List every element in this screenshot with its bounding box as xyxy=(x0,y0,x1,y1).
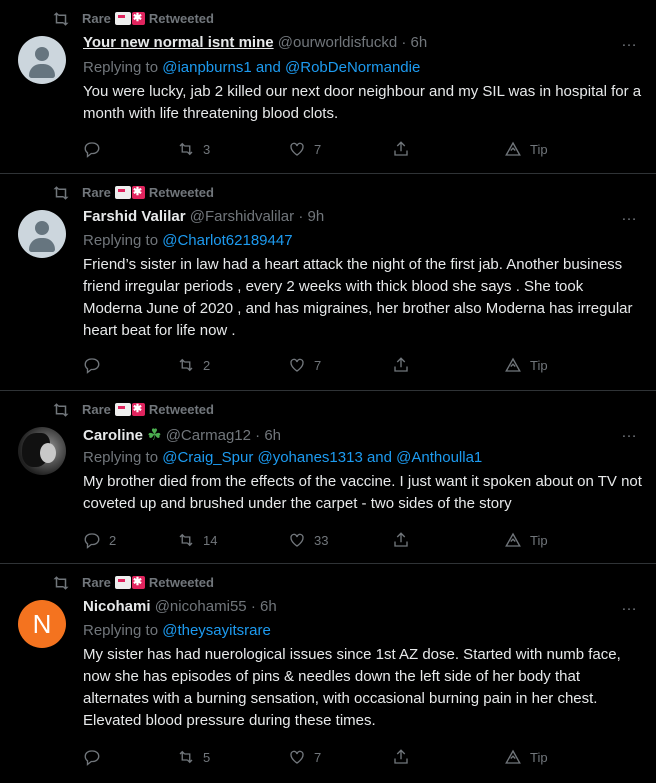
like-count: 7 xyxy=(314,357,322,373)
ambulance-sos-emoji xyxy=(115,403,145,416)
retweeter-name[interactable]: Rare xyxy=(82,402,111,417)
retweeted-label: Retweeted xyxy=(148,402,214,417)
tip-button[interactable] xyxy=(504,140,548,158)
retweet-count: 3 xyxy=(203,141,211,157)
more-options-icon[interactable]: … xyxy=(621,597,638,614)
retweet-context xyxy=(52,11,214,26)
heart-icon xyxy=(288,356,306,374)
tweet-text: My sister has had nuerological issues since 1st AZ dose. Started with numb face, now she has episodes of pins & needles down the left side of her body that alternates with a burning sensation, with occasional burning pain in her chest. Elevated blood pressure during these times. xyxy=(83,646,621,729)
replying-to-users[interactable]: @theysayitsrare xyxy=(162,622,271,639)
replying-to-label: Replying to xyxy=(83,449,159,466)
separator-dot: · xyxy=(401,34,407,51)
tweet-actions xyxy=(83,356,656,376)
heart-icon xyxy=(288,748,306,766)
tweet-header xyxy=(83,425,281,445)
separator-dot: · xyxy=(255,427,261,444)
avatar[interactable] xyxy=(18,210,66,258)
avatar[interactable] xyxy=(18,36,66,84)
tweet-text: Friend’s sister in law had a heart attack the night of the first jab. Another business friend irregular periods , every 2 weeks with thick blood she says . She took Moderna June of 2020 , and has migraines, her brother also Moderna has irregular heart beat for life now . xyxy=(83,256,633,339)
share-button[interactable] xyxy=(392,531,410,549)
replying-to-label: Replying to xyxy=(83,59,159,76)
replying-to xyxy=(83,449,482,466)
like-count: 7 xyxy=(314,749,322,765)
tweet[interactable] xyxy=(0,0,656,174)
more-options-icon[interactable]: … xyxy=(621,424,638,441)
reply-button[interactable] xyxy=(83,531,116,549)
replying-to xyxy=(83,622,271,639)
retweet-context xyxy=(52,185,214,200)
like-count: 7 xyxy=(314,141,322,157)
display-name[interactable]: Farshid Valilar xyxy=(83,208,186,225)
tweet-header xyxy=(83,208,324,225)
tip-label: Tip xyxy=(530,532,548,548)
replying-to-users[interactable]: @Charlot62189447 xyxy=(162,232,293,249)
retweeted-label: Retweeted xyxy=(148,11,214,26)
tweet-actions xyxy=(83,140,656,160)
tweet[interactable] xyxy=(0,391,656,564)
like-button[interactable] xyxy=(288,748,321,766)
retweet-context xyxy=(52,402,214,417)
tip-icon xyxy=(504,356,522,374)
reply-button[interactable] xyxy=(83,356,109,374)
replying-to-users[interactable]: @ianpburns1 and @RobDeNormandie xyxy=(162,59,421,76)
retweet-count: 2 xyxy=(203,357,211,373)
replying-to-users[interactable]: @Craig_Spur @yohanes1313 and @Anthoulla1 xyxy=(162,449,483,466)
retweet-icon xyxy=(177,356,195,374)
tweet-header xyxy=(83,34,427,51)
timestamp[interactable]: 6h xyxy=(264,427,281,444)
timestamp[interactable]: 9h xyxy=(307,208,325,225)
tweet-text: You were lucky, jab 2 killed our next door neighbour and my SIL was in hospital for a month with life threatening blood clots. xyxy=(83,83,642,122)
retweeter-name[interactable]: Rare xyxy=(82,11,111,26)
heart-icon xyxy=(288,531,306,549)
tip-button[interactable] xyxy=(504,748,548,766)
shamrock-emoji: ☘ xyxy=(147,427,162,444)
share-icon xyxy=(392,356,410,374)
ambulance-sos-emoji xyxy=(115,186,145,199)
tip-label: Tip xyxy=(530,141,548,157)
replying-to xyxy=(83,232,293,249)
handle[interactable]: @nicohami55 xyxy=(154,598,247,615)
retweet-button[interactable] xyxy=(177,748,210,766)
like-count: 33 xyxy=(314,532,329,548)
heart-icon xyxy=(288,140,306,158)
reply-button[interactable] xyxy=(83,140,109,158)
retweet-button[interactable] xyxy=(177,356,210,374)
replying-to-label: Replying to xyxy=(83,232,159,249)
tip-icon xyxy=(504,748,522,766)
display-name[interactable]: Caroline xyxy=(83,427,144,444)
retweet-icon xyxy=(52,12,70,26)
tweet-actions xyxy=(83,531,656,551)
retweet-count: 14 xyxy=(203,532,218,548)
share-icon xyxy=(392,140,410,158)
separator-dot: · xyxy=(250,598,256,615)
like-button[interactable] xyxy=(288,140,321,158)
retweet-icon xyxy=(177,748,195,766)
share-button[interactable] xyxy=(392,356,410,374)
separator-dot: · xyxy=(298,208,304,225)
replying-to xyxy=(83,59,420,76)
retweeter-name[interactable]: Rare xyxy=(82,575,111,590)
retweet-icon xyxy=(52,403,70,417)
tip-label: Tip xyxy=(530,749,548,765)
share-button[interactable] xyxy=(392,140,410,158)
timestamp[interactable]: 6h xyxy=(259,598,277,615)
retweet-icon xyxy=(52,576,70,590)
handle[interactable]: @Carmag12 xyxy=(165,427,251,444)
retweet-icon xyxy=(177,531,195,549)
tip-button[interactable] xyxy=(504,531,548,549)
tweet[interactable] xyxy=(0,174,656,391)
share-icon xyxy=(392,748,410,766)
retweet-context xyxy=(52,575,214,590)
reply-button[interactable] xyxy=(83,748,109,766)
avatar[interactable]: N xyxy=(18,600,66,648)
tip-icon xyxy=(504,531,522,549)
display-name[interactable]: Your new normal isnt mine xyxy=(83,34,274,51)
more-options-icon[interactable]: … xyxy=(621,33,638,50)
reply-icon xyxy=(83,356,101,374)
tip-button[interactable] xyxy=(504,356,548,374)
retweet-icon xyxy=(177,140,195,158)
retweeter-name[interactable]: Rare xyxy=(82,185,111,200)
retweet-button[interactable] xyxy=(177,140,210,158)
tweet-header xyxy=(83,598,277,615)
ambulance-sos-emoji xyxy=(115,12,145,25)
tip-label: Tip xyxy=(530,357,548,373)
more-options-icon[interactable]: … xyxy=(621,207,638,224)
retweet-button[interactable] xyxy=(177,531,217,549)
share-icon xyxy=(392,531,410,549)
handle[interactable]: @ourworldisfuckd xyxy=(277,34,398,51)
tweet-text: My brother died from the effects of the vaccine. I just want it spoken about on TV not coveted up and brushed under the carpet - two sides of the story xyxy=(83,473,642,512)
retweeted-label: Retweeted xyxy=(148,185,214,200)
like-button[interactable] xyxy=(288,531,328,549)
tip-icon xyxy=(504,140,522,158)
ambulance-sos-emoji xyxy=(115,576,145,589)
timestamp[interactable]: 6h xyxy=(410,34,428,51)
handle[interactable]: @Farshidvalilar xyxy=(189,208,295,225)
reply-icon xyxy=(83,748,101,766)
reply-count: 2 xyxy=(109,532,117,548)
tweet[interactable] xyxy=(0,564,656,783)
tweet-actions xyxy=(83,748,656,768)
like-button[interactable] xyxy=(288,356,321,374)
reply-icon xyxy=(83,531,101,549)
display-name[interactable]: Nicohami xyxy=(83,598,151,615)
replying-to-label: Replying to xyxy=(83,622,159,639)
share-button[interactable] xyxy=(392,748,410,766)
retweeted-label: Retweeted xyxy=(148,575,214,590)
retweet-icon xyxy=(52,186,70,200)
avatar[interactable] xyxy=(18,427,66,475)
retweet-count: 5 xyxy=(203,749,211,765)
reply-icon xyxy=(83,140,101,158)
